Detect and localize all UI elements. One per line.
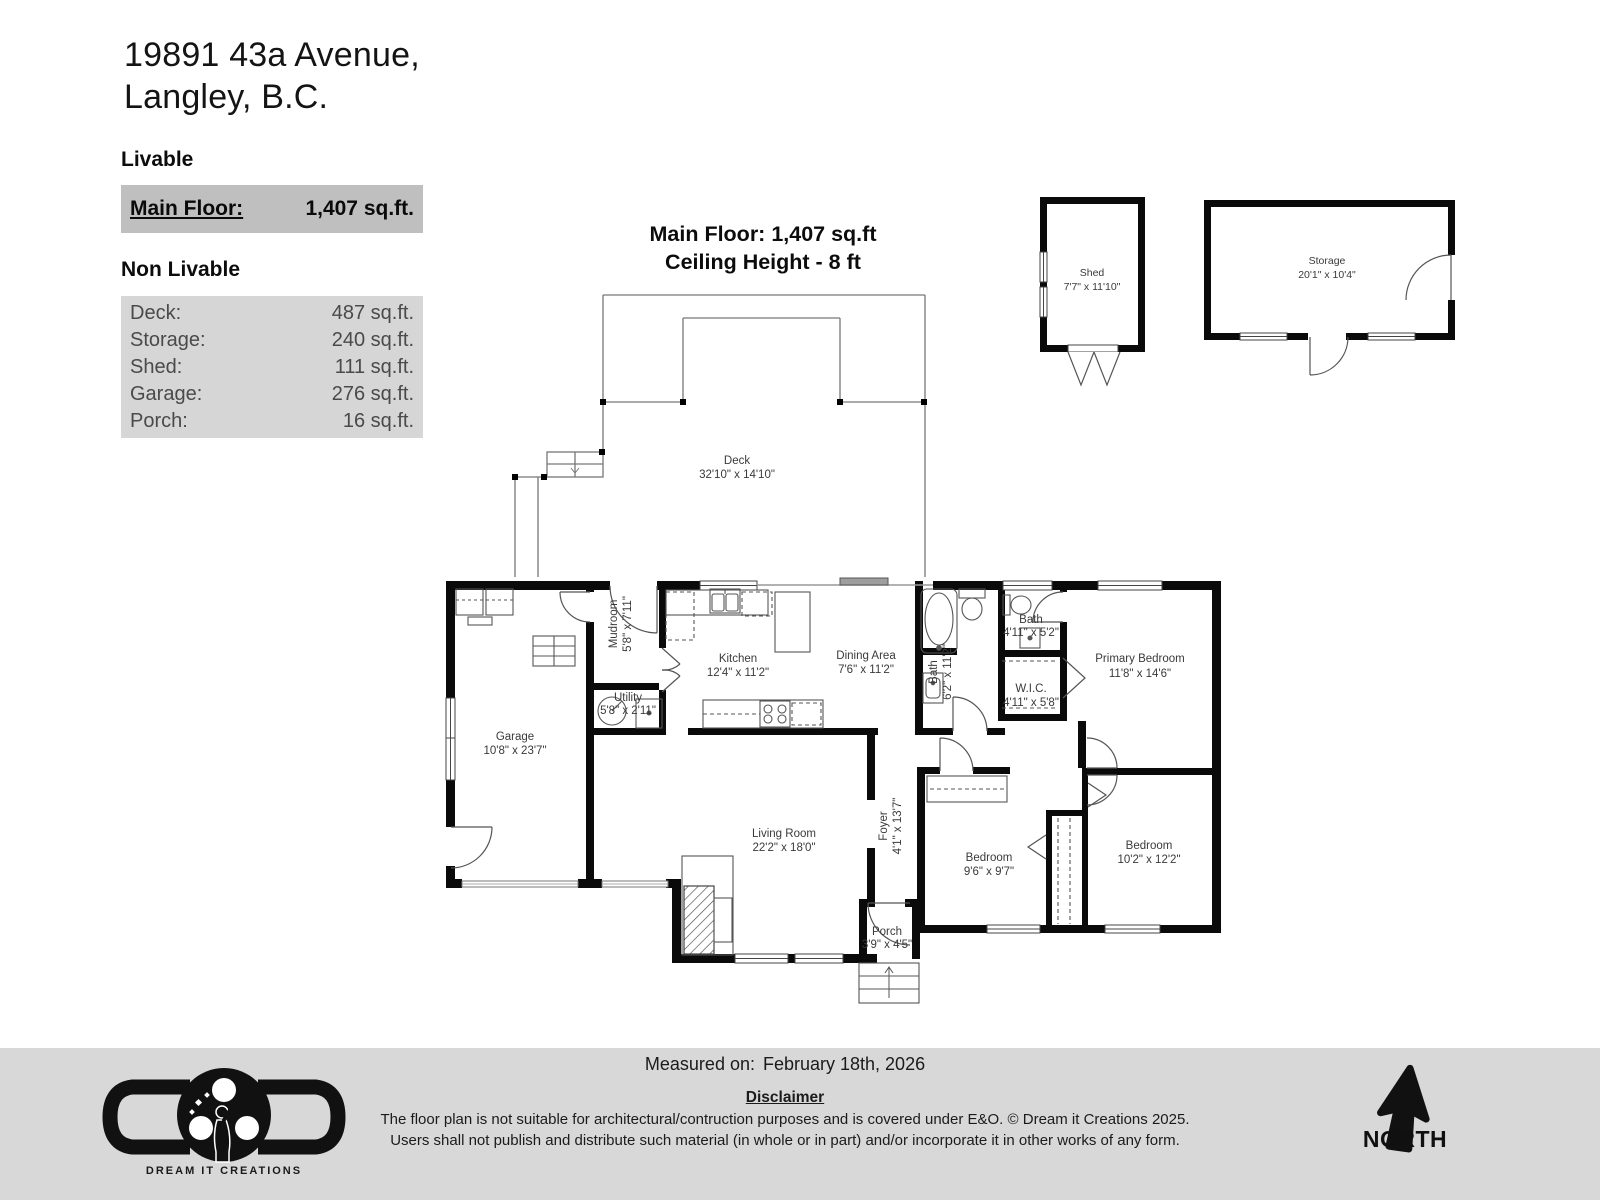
bedroom1-closet bbox=[927, 776, 1007, 802]
property-address bbox=[124, 34, 420, 118]
fixtures bbox=[456, 589, 1070, 1003]
disclaimer-heading: Disclaimer bbox=[745, 1089, 825, 1106]
label-foyer: Foyer 4'1" x 13'7" bbox=[878, 797, 904, 855]
table-row: Garage: 276 sq.ft. bbox=[130, 382, 414, 405]
table-row: Porch: 16 sq.ft. bbox=[130, 409, 414, 432]
label-garage: Garage 10'8" x 23'7" bbox=[483, 731, 547, 757]
label-deck: Deck 32'10" x 14'10" bbox=[699, 455, 775, 481]
label-primary-bedroom: Primary Bedroom 11'8" x 14'6" bbox=[1095, 653, 1185, 680]
deck-posts bbox=[512, 399, 927, 480]
toilet-ensuite bbox=[1003, 595, 1031, 615]
label-shed: Shed 7'7" x 11'10" bbox=[1063, 267, 1121, 293]
bedroom-closets bbox=[1058, 818, 1070, 924]
label-porch: Porch 3'9" x 4'5" bbox=[861, 926, 913, 951]
porch-stairs bbox=[859, 963, 919, 1003]
plan-title bbox=[650, 222, 877, 274]
garage-cabinets bbox=[456, 589, 513, 625]
livable-table bbox=[121, 185, 423, 233]
storage-outbuilding bbox=[1204, 200, 1455, 375]
garage-stairs bbox=[533, 636, 575, 666]
kitchen-stove bbox=[703, 700, 823, 728]
label-dining: Dining Area 7'6" x 11'2" bbox=[836, 650, 896, 676]
label-bath-ensuite: Bath 4'11" x 5'2" bbox=[1003, 614, 1059, 639]
kitchen-counter bbox=[666, 589, 810, 652]
garage-doors bbox=[462, 881, 668, 887]
address-line2: Langley, B.C. bbox=[124, 78, 329, 116]
svg-text:Main Floor: 1,407 sq.ft: Main Floor: 1,407 sq.ft bbox=[649, 222, 877, 246]
north-label: NORTH bbox=[1362, 1126, 1448, 1152]
toilet-main bbox=[959, 589, 985, 620]
deck-outline bbox=[515, 295, 925, 577]
label-mudroom: Mudroom 5'8" x 7'11" bbox=[608, 596, 634, 652]
label-bath-main: Bath 6'2" x 11'2" bbox=[928, 644, 954, 700]
disclaimer-line1: The floor plan is not suitable for architectural/contruction purposes and is covered under E&O. © Dream it Creations 2025. bbox=[380, 1111, 1190, 1128]
livable-row-label: Main Floor: bbox=[130, 197, 244, 220]
label-storage: Storage 20'1" x 10'4" bbox=[1298, 255, 1356, 281]
non-livable-heading: Non Livable bbox=[121, 258, 241, 281]
livable-row-value: 1,407 sq.ft. bbox=[305, 197, 414, 220]
interior-walls bbox=[586, 581, 1221, 933]
label-living-room: Living Room 22'2" x 18'0" bbox=[752, 828, 816, 854]
svg-text:Ceiling Height - 8 ft: Ceiling Height - 8 ft bbox=[665, 250, 861, 274]
table-row: Storage: 240 sq.ft. bbox=[130, 328, 414, 351]
fireplace bbox=[682, 856, 733, 955]
footer-text bbox=[300, 1050, 1270, 1149]
bathtub bbox=[921, 589, 957, 653]
logo-text: DREAM IT CREATIONS bbox=[145, 1165, 303, 1177]
sliding-door bbox=[757, 578, 933, 585]
table-row: Deck: 487 sq.ft. bbox=[130, 301, 414, 324]
measured-on: Measured on: February 18th, 2026 bbox=[644, 1054, 926, 1074]
non-livable-table bbox=[121, 296, 423, 438]
shed-outbuilding bbox=[1040, 197, 1145, 385]
livable-heading: Livable bbox=[121, 148, 194, 171]
disclaimer-line2: Users shall not publish and distribute such material (in whole or in part) and/or incorporate it in other works of any form. bbox=[390, 1132, 1180, 1149]
label-kitchen: Kitchen 12'4" x 11'2" bbox=[706, 653, 770, 679]
address-line1: 19891 43a Avenue, bbox=[124, 36, 420, 74]
label-wic: W.I.C. 4'11" x 5'8" bbox=[1003, 683, 1059, 709]
door-swings bbox=[451, 586, 1117, 945]
label-bedroom2: Bedroom 10'2" x 12'2" bbox=[1117, 840, 1181, 866]
table-row: Shed: 111 sq.ft. bbox=[130, 355, 414, 378]
label-bedroom1: Bedroom 9'6" x 9'7" bbox=[963, 852, 1015, 878]
label-utility: Utility 5'8" x 2'11" bbox=[600, 692, 656, 717]
